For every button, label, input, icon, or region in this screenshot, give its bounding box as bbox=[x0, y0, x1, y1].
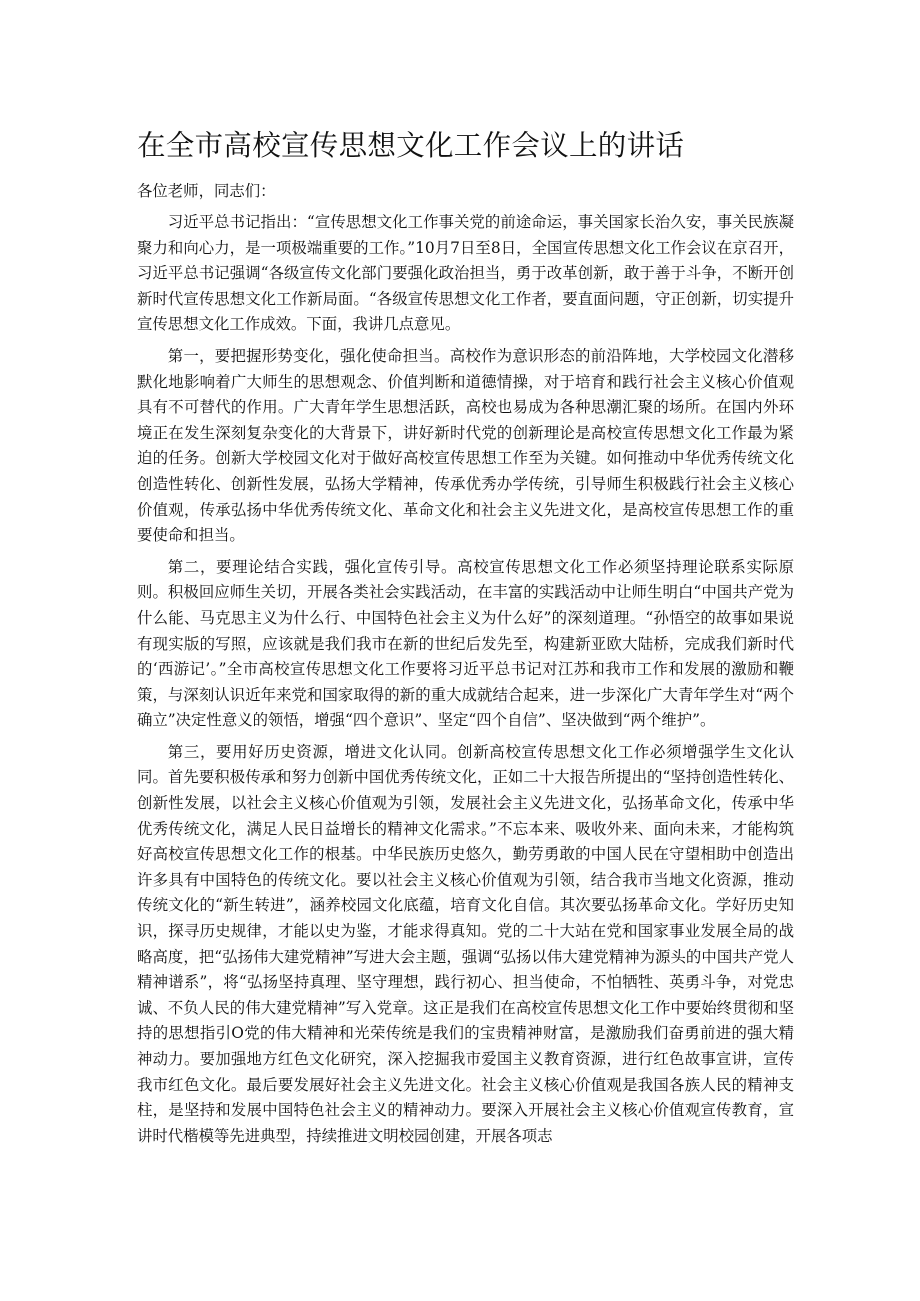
paragraph-intro: 习近平总书记指出：“宣传思想文化工作事关党的前途命运，事关国家长治久安，事关民族凝聚力和向心力，是一项极端重要的工作。”10月7日至8日，全国宣传思想文化工作会议在京召开，习近平总书记强调“各级宣传文化部门要强化政治担当，勇于改革创新，敢于善于斗争，不断开创新时代宣传思想文化工作新局面。“各级宣传思想文化工作者，要直面问题，守正创新，切实提升宣传思想文化工作成效。下面，我讲几点意见。 bbox=[137, 213, 794, 334]
document-page bbox=[137, 126, 794, 1155]
paragraph-first-point: 第一，要把握形势变化，强化使命担当。高校作为意识形态的前沿阵地，大学校园文化潜移默化地影响着广大师生的思想观念、价值判断和道德情操，对于培育和践行社会主义核心价值观具有不可替代的作用。广大青年学生思想活跃，高校也易成为各种思潮汇聚的场所。在国内外环境正在发生深刻复杂变化的大背景下，讲好新时代党的创新理论是高校宣传思想文化工作最为紧迫的任务。创新大学校园文化对于做好高校宣传思想工作至为关键。如何推动中华优秀传统文化创造性转化、创新性发展，弘扬大学精神，传承优秀办学传统，引导师生积极践行社会主义核心价值观，传承弘扬中华优秀传统文化、革命文化和社会主义先进文化，是高校宣传思想工作的重要使命和担当。 bbox=[137, 346, 794, 545]
salutation: 各位老师，同志们： bbox=[137, 182, 276, 200]
paragraph-third-point: 第三，要用好历史资源，增进文化认同。创新高校宣传思想文化工作必须增强学生文化认同。首先要积极传承和努力创新中国优秀传统文化，正如二十大报告所提出的“坚持创造性转化、创新性发展，以社会主义核心价值观为引领，发展社会主义先进文化，弘扬革命文化，传承中华优秀传统文化，满足人民日益增长的精神文化需求。”不忘本来、吸收外来、面向未来，才能构筑好高校宣传思想文化工作的根基。中华民族历史悠久，勤劳勇敢的中国人民在守望相助中创造出许多具有中国特色的传统文化。要以社会主义核心价值观为引领，结合我市当地文化资源，推动传统文化的“新生转进”，涵养校园文化底蕴，培育文化自信。其次要弘扬革命文化。学好历史知识，探寻历史规律，才能以史为鉴，才能求得真知。党的二十大站在党和国家事业发展全局的战略高度，把“弘扬伟大建党精神”写进大会主题，强调“弘扬以伟大建党精神为源头的中国共产党人精神谱系”，将“弘扬坚持真理、坚守理想，践行初心、担当使命，不怕牺牲、英勇斗争，对党忠诚、不负人民的伟大建党精神”写入党章。这正是我们在高校宣传思想文化工作中要始终贯彻和坚持的思想指引O党的伟大精神和光荣传统是我们的宝贵精神财富，是激励我们奋勇前进的强大精神动力。要加强地方红色文化研究，深入挖掘我市爱国主义教育资源，进行红色故事宣讲，宣传我市红色文化。最后要发展好社会主义先进文化。社会主义核心价值观是我国各族人民的精神支柱，是坚持和发展中国特色社会主义的精神动力。要深入开展社会主义核心价值观宣传教育，宣讲时代楷模等先进典型，持续推进文明校园创建，开展各项志 bbox=[137, 742, 794, 1145]
document-title: 在全市高校宣传思想文化工作会议上的讲话 bbox=[137, 129, 685, 162]
paragraph-second-point: 第二，要理论结合实践，强化宣传引导。高校宣传思想文化工作必须坚持理论联系实际原则。积极回应师生关切，开展各类社会实践活动，在丰富的实践活动中让师生明白“中国共产党为什么能、马克思主义为什么行、中国特色社会主义为什么好”的深刻道理。“孙悟空的故事如果说有现实版的写照，应该就是我们我市在新的世纪后发先至，构建新亚欧大陆桥，完成我们新时代的‘西游记’。”全市高校宣传思想文化工作要将习近平总书记对江苏和我市工作和发展的激励和鞭策，与深刻认识近年来党和国家取得的新的重大成就结合起来，进一步深化广大青年学生对“两个确立”决定性意义的领悟，增强“四个意识”、坚定“四个自信”、坚决做到“两个维护”。 bbox=[137, 557, 794, 730]
